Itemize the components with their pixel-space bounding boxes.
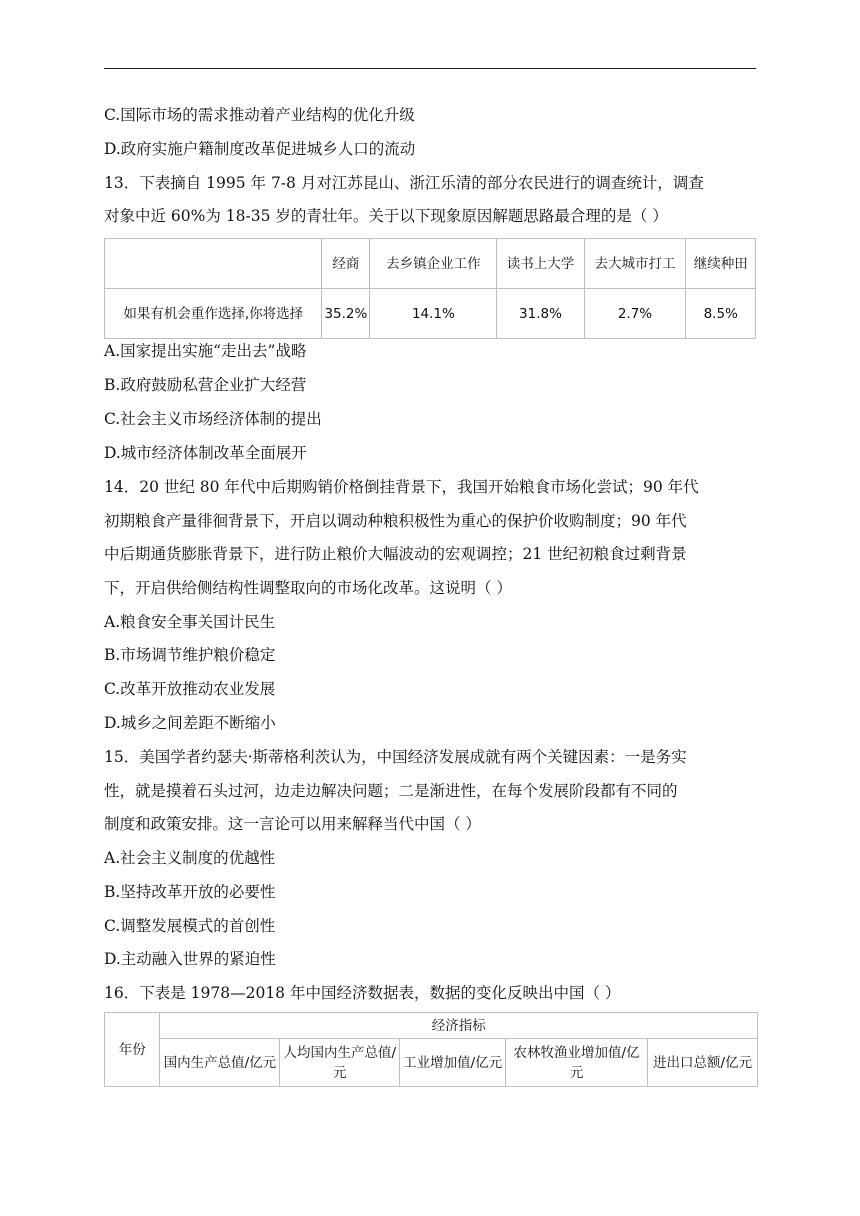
q14-stem-line-1: 14．20 世纪 80 年代中后期购销价格倒挂背景下，我国开始粮食市场化尝试；90 年代 (104, 478, 699, 496)
table-cell: 14.1% (370, 289, 497, 339)
q13-option-a: A.国家提出实施“走出去”战略 (104, 342, 307, 360)
table-header-cell: 读书上大学 (497, 239, 584, 289)
table-header-cell: 国内生产总值/亿元 (160, 1039, 280, 1087)
table-header-cell: 农林牧渔业增加值/亿元 (506, 1039, 648, 1087)
q13-option-d: D.城市经济体制改革全面展开 (104, 444, 307, 462)
table-group-header: 经济指标 (160, 1013, 758, 1039)
table-cell: 2.7% (584, 289, 686, 339)
q13-stem-line-2: 对象中近 60%为 18-35 岁的青壮年。关于以下现象原因解题思路最合理的是（ ） (104, 207, 668, 225)
table-header-cell: 继续种田 (686, 239, 756, 289)
table-header-cell: 去大城市打工 (584, 239, 686, 289)
option-d-prev: D.政府实施户籍制度改革促进城乡人口的流动 (104, 140, 416, 158)
table-header-cell: 工业增加值/亿元 (400, 1039, 506, 1087)
table-cell: 8.5% (686, 289, 756, 339)
table-cell: 31.8% (497, 289, 584, 339)
q14-stem-line-4: 下，开启供给侧结构性调整取向的市场化改革。这说明（ ） (104, 579, 512, 597)
option-c-prev: C.国际市场的需求推动着产业结构的优化升级 (104, 106, 415, 124)
q13-option-c: C.社会主义市场经济体制的提出 (104, 410, 322, 428)
q15-stem-line-2: 性，就是摸着石头过河，边走边解决问题；二是渐进性，在每个发展阶段都有不同的 (104, 782, 678, 800)
q13-stem-line-1: 13．下表摘自 1995 年 7-8 月对江苏昆山、浙江乐清的部分农民进行的调查统计，调查 (104, 174, 704, 192)
q15-option-d: D.主动融入世界的紧迫性 (104, 950, 276, 968)
q16-economic-table (104, 1012, 758, 1087)
q15-option-c: C.调整发展模式的首创性 (104, 917, 276, 935)
table-header-year: 年份 (105, 1013, 160, 1087)
q16-stem: 16．下表是 1978—2018 年中国经济数据表，数据的变化反映出中国（ ） (104, 984, 621, 1002)
q14-stem-line-2: 初期粮食产量徘徊背景下，开启以调动种粮积极性为重心的保护价收购制度；90 年代 (104, 512, 687, 530)
q15-stem-line-1: 15．美国学者约瑟夫·斯蒂格利茨认为，中国经济发展成就有两个关键因素：一是务实 (104, 748, 687, 766)
q14-option-b: B.市场调节维护粮价稳定 (104, 646, 276, 664)
q14-stem-line-3: 中后期通货膨胀背景下，进行防止粮价大幅波动的宏观调控；21 世纪初粮食过剩背景 (104, 545, 687, 563)
q15-option-b: B.坚持改革开放的必要性 (104, 883, 276, 901)
q13-option-b: B.政府鼓励私营企业扩大经营 (104, 376, 307, 394)
table-header-cell: 进出口总额/亿元 (648, 1039, 758, 1087)
table-header-cell: 人均国内生产总值/元 (280, 1039, 400, 1087)
q15-option-a: A.社会主义制度的优越性 (104, 849, 276, 867)
table-cell: 35.2% (322, 289, 370, 339)
q15-stem-line-3: 制度和政策安排。这一言论可以用来解释当代中国（ ） (104, 815, 481, 833)
header-rule (104, 68, 756, 69)
table-corner-cell (105, 239, 322, 289)
q14-option-c: C.改革开放推动农业发展 (104, 680, 276, 698)
table-header-cell: 经商 (322, 239, 370, 289)
q14-option-a: A.粮食安全事关国计民生 (104, 613, 276, 631)
q13-survey-table (104, 238, 756, 339)
table-row-label: 如果有机会重作选择,你将选择 (105, 289, 322, 339)
table-header-cell: 去乡镇企业工作 (370, 239, 497, 289)
q14-option-d: D.城乡之间差距不断缩小 (104, 714, 276, 732)
